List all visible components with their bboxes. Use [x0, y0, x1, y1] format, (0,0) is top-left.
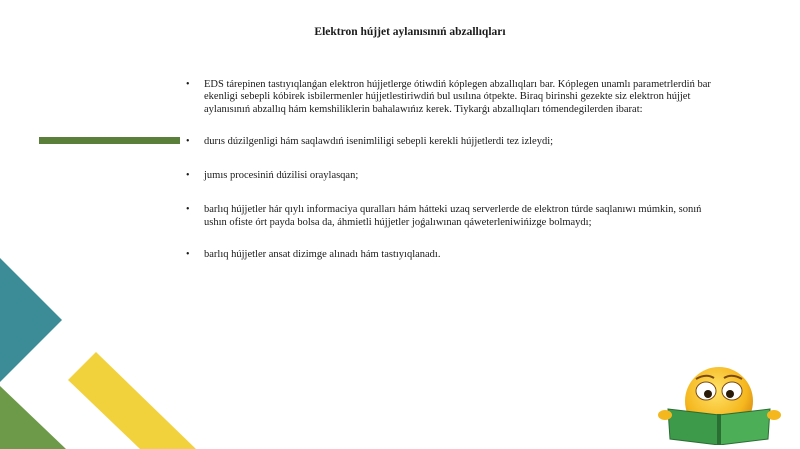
- bullet-icon: •: [186, 249, 190, 261]
- green-triangle: [0, 386, 66, 449]
- bullet-icon: •: [186, 170, 190, 182]
- bullet-text: barlıq hújjetler hár qıylı informaciya quralları hám hátteki uzaq serverlerde de elektron túrde saqlanıwı múmkin, sonıń ushın ofiste órt payda bolsa da, áhmietli hújjetler joǵalıwınan qáweterleniwińizge bolmaydı;: [204, 204, 702, 228]
- bullet-icon: •: [186, 135, 190, 147]
- smiley-reading-book-icon: [656, 365, 786, 445]
- bullet-text: jumıs procesiniń dúzilisi oraylasqan;: [204, 170, 359, 182]
- bullet-icon: •: [186, 204, 190, 216]
- teal-triangle: [0, 258, 62, 382]
- bullet-text: durıs dúzilgenligi hám saqlawdıń isenimliligi sebepli kerekli hújjetlerdi tez izleydi;: [204, 135, 554, 147]
- yellow-stripe: [68, 352, 196, 449]
- bullet-text: EDS tárepinen tastıyıqlanǵan elektron hújjetlerge ótiwdiń kóplegen abzallıqları bar. Kóplegen unamlı parametrlerdiń bar ekenligi sebepli kóbirek isbilermenler hújjetlestiriwdiń bul usılına ótpekte. Biraq birinshi gezekte siz elektron hújjet aylanısınıń abzallıq hám kemshiliklerin bahalawıńız kerek. Tiykarǵı abzallıqları tómendegilerden ibarat:: [204, 79, 711, 115]
- bullet-text: barlıq hújjetler ansat dizimge alınadı hám tastıyıqlanadı.: [204, 249, 441, 261]
- bullet-icon: •: [186, 79, 190, 90]
- slide-title: Elektron hújjet aylanısınıń abzallıqları: [314, 26, 506, 38]
